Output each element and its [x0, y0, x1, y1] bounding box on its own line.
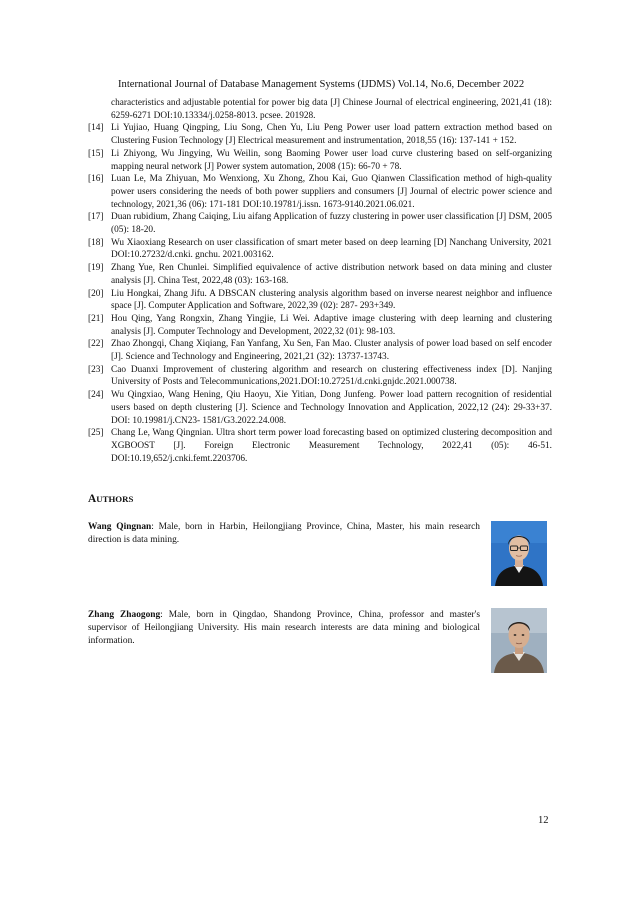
author-portrait-image	[491, 521, 547, 586]
reference-entry	[88, 313, 552, 338]
reference-number: [21]	[88, 313, 104, 324]
author-photo	[491, 521, 547, 586]
author-description: : Male, born in Harbin, Heilongjiang Province, China, Master, his main research direction is data mining.	[88, 522, 480, 545]
reference-entry	[88, 288, 552, 313]
reference-entry	[88, 237, 552, 262]
reference-text: Li Yujiao, Huang Qingping, Liu Song, Chen Yu, Liu Peng Power user load pattern extraction method based on Clustering Fusion Technology [J] Electrical measurement and instrumentation, 2018,55 (16): 137-141 + 152.	[111, 123, 552, 147]
author-photo	[491, 608, 547, 673]
journal-header: International Journal of Database Management Systems (IJDMS) Vol.14, No.6, December 2022	[118, 79, 525, 90]
author-bio	[88, 609, 480, 648]
reference-entry	[88, 389, 552, 427]
reference-number: [15]	[88, 148, 104, 159]
reference-entry	[88, 211, 552, 236]
reference-number: [19]	[88, 263, 104, 274]
reference-entry	[88, 173, 552, 211]
reference-text: Zhang Yue, Ren Chunlei. Simplified equivalence of active distribution network based on data mining and cluster analysis [J]. China Test, 2022,48 (03): 163-168.	[111, 263, 552, 286]
reference-text: Wu Qingxiao, Wang Hening, Qiu Haoyu, Xie Yitian, Dong Junfeng. Power load pattern recognition of residential users based on depth clustering [J]. Science and Technology Innovation and Application, 2022,12 (24): 29-33+37. DOI: 10.19981/j.CN23- 1581/G3.2022.24.008.	[111, 390, 552, 426]
author-name: Zhang Zhaogong	[88, 610, 161, 620]
reference-entry	[88, 148, 552, 173]
reference-entry	[88, 364, 552, 389]
authors-heading-rest: UTHORS	[96, 494, 134, 504]
reference-text: Duan rubidium, Zhang Caiqing, Liu aifang Application of fuzzy clustering in power user classification [J] DSM, 2005 (05): 18-20.	[111, 212, 552, 236]
reference-number: [24]	[88, 390, 104, 401]
author-portrait-image	[491, 608, 547, 673]
reference-entry	[88, 262, 552, 287]
reference-number: [14]	[88, 123, 104, 134]
authors-heading-initial: A	[88, 493, 97, 505]
author-description: : Male, born in Qingdao, Shandong Province, China, professor and master's supervisor of Heilongjiang University. His main research interests are data mining and biological information.	[88, 610, 480, 646]
reference-text: Hou Qing, Yang Rongxin, Zhang Yingjie, Li Wei. Adaptive image clustering with deep learning and clustering analysis [J]. Computer Technology and Development, 2022,32 (01): 98-103.	[111, 313, 552, 337]
reference-number: [25]	[88, 428, 104, 439]
reference-number: [22]	[88, 339, 104, 350]
reference-number: [17]	[88, 212, 104, 223]
authors-heading	[88, 492, 133, 507]
reference-entry	[88, 122, 552, 147]
author-name: Wang Qingnan	[88, 522, 152, 532]
reference-number: [16]	[88, 174, 104, 185]
reference-text: Luan Le, Ma Zhiyuan, Mo Wenxiong, Xu Zhong, Zhou Kai, Guo Qianwen Classification method of high-quality power users considering the needs of both power suppliers and consumers [J] Journal of electric power science and technology, 2021,36 (06): 171-181 DOI:10.19781/j.issn. 1673-9140.2021.06.021.	[111, 174, 552, 210]
page-number: 12	[538, 815, 549, 826]
reference-text: Wu Xiaoxiang Research on user classification of smart meter based on deep learning [D] Nanchang University, 2021 DOI:10.27232/d.cnki. gnchu. 2021.003162.	[111, 237, 552, 261]
reference-text: Cao Duanxi Improvement of clustering algorithm and research on clustering effectiveness index [D]. Nanjing University of Posts and Telecommunications,2021.DOI:10.27251/d.cnki.gnjdc.2021.000738.	[111, 364, 552, 388]
reference-entry	[88, 338, 552, 363]
reference-number: [23]	[88, 364, 104, 375]
reference-entry	[88, 97, 552, 122]
reference-text: Zhao Zhongqi, Chang Xiqiang, Fan Yanfang, Xu Sen, Fan Mao. Cluster analysis of power load based on self encoder [J]. Science and Technology and Engineering, 2021,21 (32): 13737-13743.	[111, 339, 552, 363]
reference-entry	[88, 427, 552, 465]
reference-text: Liu Hongkai, Zhang Jifu. A DBSCAN clustering analysis algorithm based on inverse nearest neighbor and influence space [J]. Computer Application and Software, 2022,39 (02): 287- 293+349.	[111, 288, 552, 312]
author-bio	[88, 521, 480, 547]
reference-number: [20]	[88, 288, 104, 299]
reference-text: Li Zhiyong, Wu Jingying, Wu Weilin, song Baoming Power user load curve clustering based on self-organizing mapping neural network [J] Power system automation, 2008 (15): 66-70 + 78.	[111, 148, 552, 172]
reference-list	[88, 97, 552, 465]
reference-text: Chang Le, Wang Qingnian. Ultra short term power load forecasting based on optimized clustering decomposition and XGBOOST [J]. Foreign Electronic Measurement Technology, 2022,41 (05): 46-51. DOI:10.19,652/j.cnki.femt.2203706.	[111, 428, 552, 464]
reference-text: characteristics and adjustable potential for power big data [J] Chinese Journal of electrical engineering, 2021,41 (18): 6259-6271 DOI:10.13334/j.0258-8013. pcsee. 201928.	[111, 98, 552, 121]
reference-number: [18]	[88, 237, 104, 248]
